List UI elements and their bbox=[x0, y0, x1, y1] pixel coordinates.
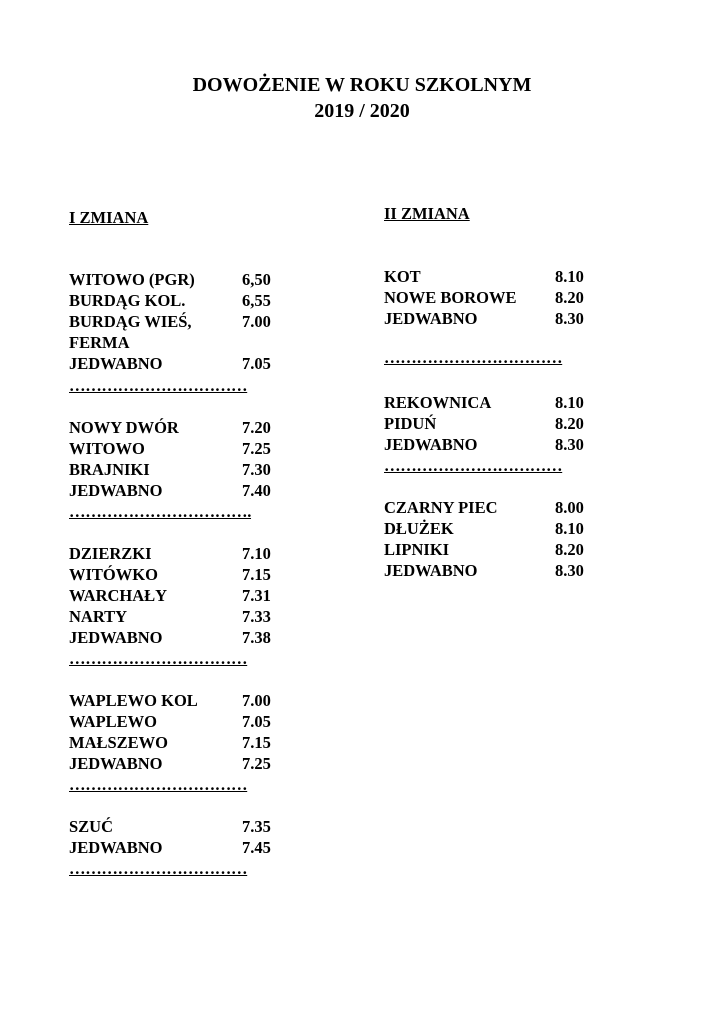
departure-time: 7.38 bbox=[242, 628, 271, 647]
stop-name: KOT bbox=[384, 267, 421, 286]
dotted-separator: …………………………… bbox=[384, 348, 563, 367]
stop-name: JEDWABNO bbox=[69, 754, 163, 773]
stop-name: LIPNIKI bbox=[384, 540, 450, 559]
stop-name: PIDUŃ bbox=[384, 414, 437, 433]
dotted-separator: …………………………… bbox=[69, 859, 248, 878]
departure-time: 7.25 bbox=[242, 439, 271, 458]
departure-time: 7.45 bbox=[242, 838, 271, 857]
stop-name: JEDWABNO bbox=[384, 435, 478, 454]
stop-name: WAPLEWO bbox=[69, 712, 158, 731]
departure-time: 7.05 bbox=[242, 712, 271, 731]
stop-name: JEDWABNO bbox=[69, 628, 163, 647]
stop-name: NOWE BOROWE bbox=[384, 288, 517, 307]
departure-time: 7.05 bbox=[242, 354, 271, 373]
stop-name: BURDĄG WIEŚ, bbox=[69, 312, 192, 331]
departure-time: 7.10 bbox=[242, 544, 271, 563]
stop-name: SZUĆ bbox=[69, 817, 114, 836]
dotted-separator: ……………………………. bbox=[69, 502, 252, 521]
stop-name: WITOWO bbox=[69, 439, 145, 458]
stop-name: BURDĄG KOL. bbox=[69, 291, 186, 310]
stop-name: JEDWABNO bbox=[384, 309, 478, 328]
departure-time: 8.30 bbox=[555, 435, 584, 454]
stop-name: WITÓWKO bbox=[69, 565, 158, 584]
departure-time: 8.20 bbox=[555, 414, 584, 433]
departure-time: 7.00 bbox=[242, 691, 271, 710]
stop-name: NOWY DWÓR bbox=[69, 418, 179, 437]
stop-name: WITOWO (PGR) bbox=[69, 270, 195, 289]
departure-time: 6,50 bbox=[242, 270, 271, 289]
departure-time: 8.10 bbox=[555, 393, 584, 412]
stop-name: WARCHAŁY bbox=[69, 586, 168, 605]
departure-time: 7.15 bbox=[242, 733, 271, 752]
departure-time: 8.30 bbox=[555, 309, 584, 328]
stop-name: CZARNY PIEC bbox=[384, 498, 498, 517]
departure-time: 8.20 bbox=[555, 288, 584, 307]
departure-time: 7.31 bbox=[242, 586, 271, 605]
departure-time: 8.10 bbox=[555, 519, 584, 538]
school-year: 2019 / 2020 bbox=[314, 100, 410, 122]
departure-time: 7.33 bbox=[242, 607, 271, 626]
stop-name: DŁUŻEK bbox=[384, 519, 454, 538]
stop-name: MAŁSZEWO bbox=[69, 733, 169, 752]
stop-name: JEDWABNO bbox=[69, 838, 163, 857]
departure-time: 8.30 bbox=[555, 561, 584, 580]
departure-time: 7.25 bbox=[242, 754, 271, 773]
dotted-separator: …………………………… bbox=[69, 649, 248, 668]
stop-name: JEDWABNO bbox=[69, 481, 163, 500]
stop-name: REKOWNICA bbox=[384, 393, 492, 412]
stop-name: BRAJNIKI bbox=[69, 460, 150, 479]
dotted-separator: …………………………… bbox=[69, 775, 248, 794]
departure-time: 8.00 bbox=[555, 498, 584, 517]
shift-heading: I ZMIANA bbox=[69, 208, 149, 227]
departure-time: 6,55 bbox=[242, 291, 271, 310]
departure-time: 7.30 bbox=[242, 460, 271, 479]
page-title: DOWOŻENIE W ROKU SZKOLNYM bbox=[192, 74, 532, 96]
shift-heading: II ZMIANA bbox=[384, 204, 470, 223]
departure-time: 7.15 bbox=[242, 565, 271, 584]
stop-name: DZIERZKI bbox=[69, 544, 152, 563]
dotted-separator: …………………………… bbox=[384, 456, 563, 475]
departure-time: 7.20 bbox=[242, 418, 271, 437]
departure-time: 8.10 bbox=[555, 267, 584, 286]
departure-time: 7.40 bbox=[242, 481, 271, 500]
stop-name: WAPLEWO KOL bbox=[69, 691, 198, 710]
departure-time: 7.35 bbox=[242, 817, 271, 836]
stop-name: JEDWABNO bbox=[69, 354, 163, 373]
stop-name: JEDWABNO bbox=[384, 561, 478, 580]
dotted-separator: …………………………… bbox=[69, 376, 248, 395]
departure-time: 7.00 bbox=[242, 312, 271, 331]
stop-name: NARTY bbox=[69, 607, 128, 626]
departure-time: 8.20 bbox=[555, 540, 584, 559]
stop-name: FERMA bbox=[69, 333, 130, 352]
